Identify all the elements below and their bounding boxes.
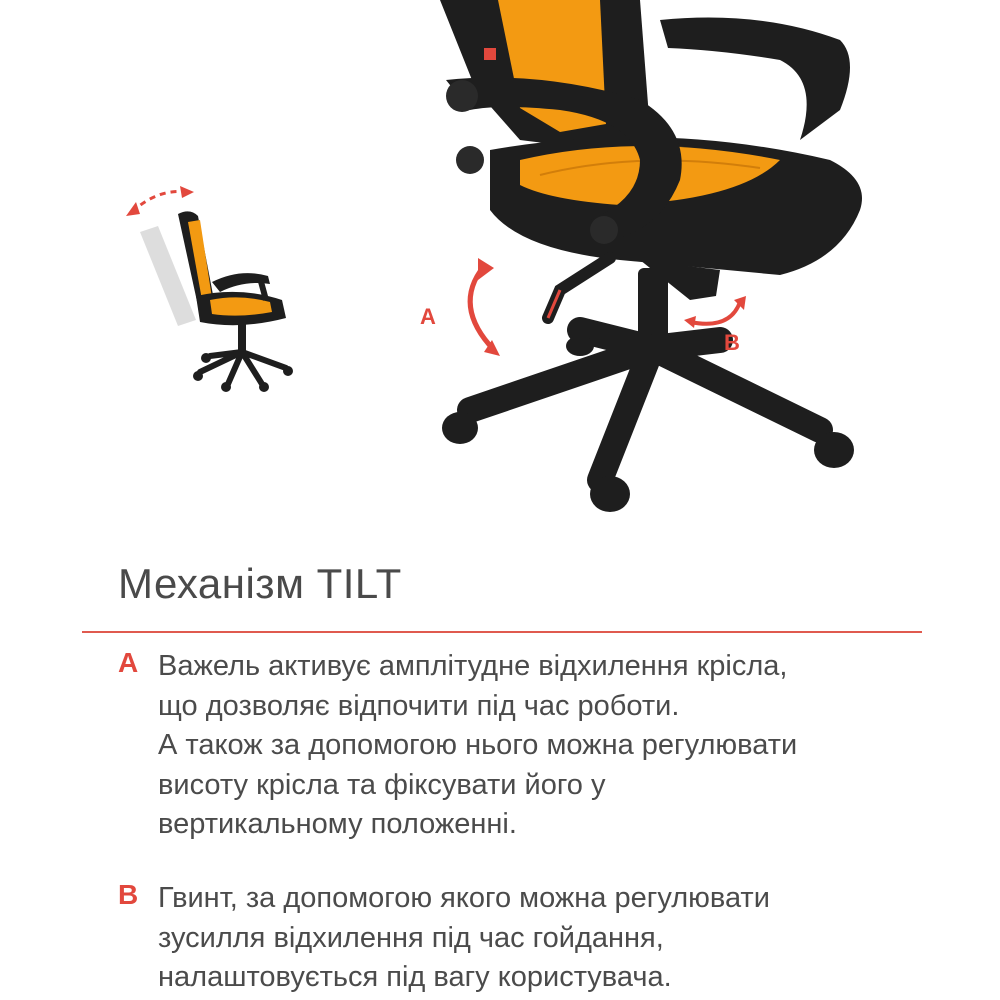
feature-letter: B — [118, 879, 139, 910]
feature-description — [158, 647, 938, 845]
description-line: висоту крісла та фіксувати його у — [158, 768, 606, 801]
screw-rotation-icon — [684, 296, 746, 328]
tilt-arrow-icon — [126, 186, 194, 216]
figure-label-a: A — [420, 304, 436, 329]
section-title: Механізм TILT — [118, 560, 402, 607]
description-line: вертикальному положенні. — [158, 808, 517, 840]
large-chair-image — [440, 0, 862, 512]
title-divider — [82, 631, 922, 633]
figure-label-b: B — [724, 330, 740, 355]
height-arrow-icon — [470, 258, 500, 356]
description-line: зусилля відхилення під час гойдання, — [158, 921, 664, 954]
feature-description — [158, 879, 938, 998]
description-line: Важель активує амплітудне відхилення крісла, — [158, 650, 788, 682]
feature-letter: A — [118, 647, 139, 678]
small-chair-image — [140, 211, 293, 392]
description-line: Гвинт, за допомогою якого можна регулювати — [158, 882, 770, 914]
description-line: А також за допомогою нього можна регулювати — [158, 729, 798, 761]
description-line: що дозволяє відпочити під час роботи. — [158, 689, 680, 722]
description-line: налаштовується під вагу користувача. — [158, 961, 672, 993]
